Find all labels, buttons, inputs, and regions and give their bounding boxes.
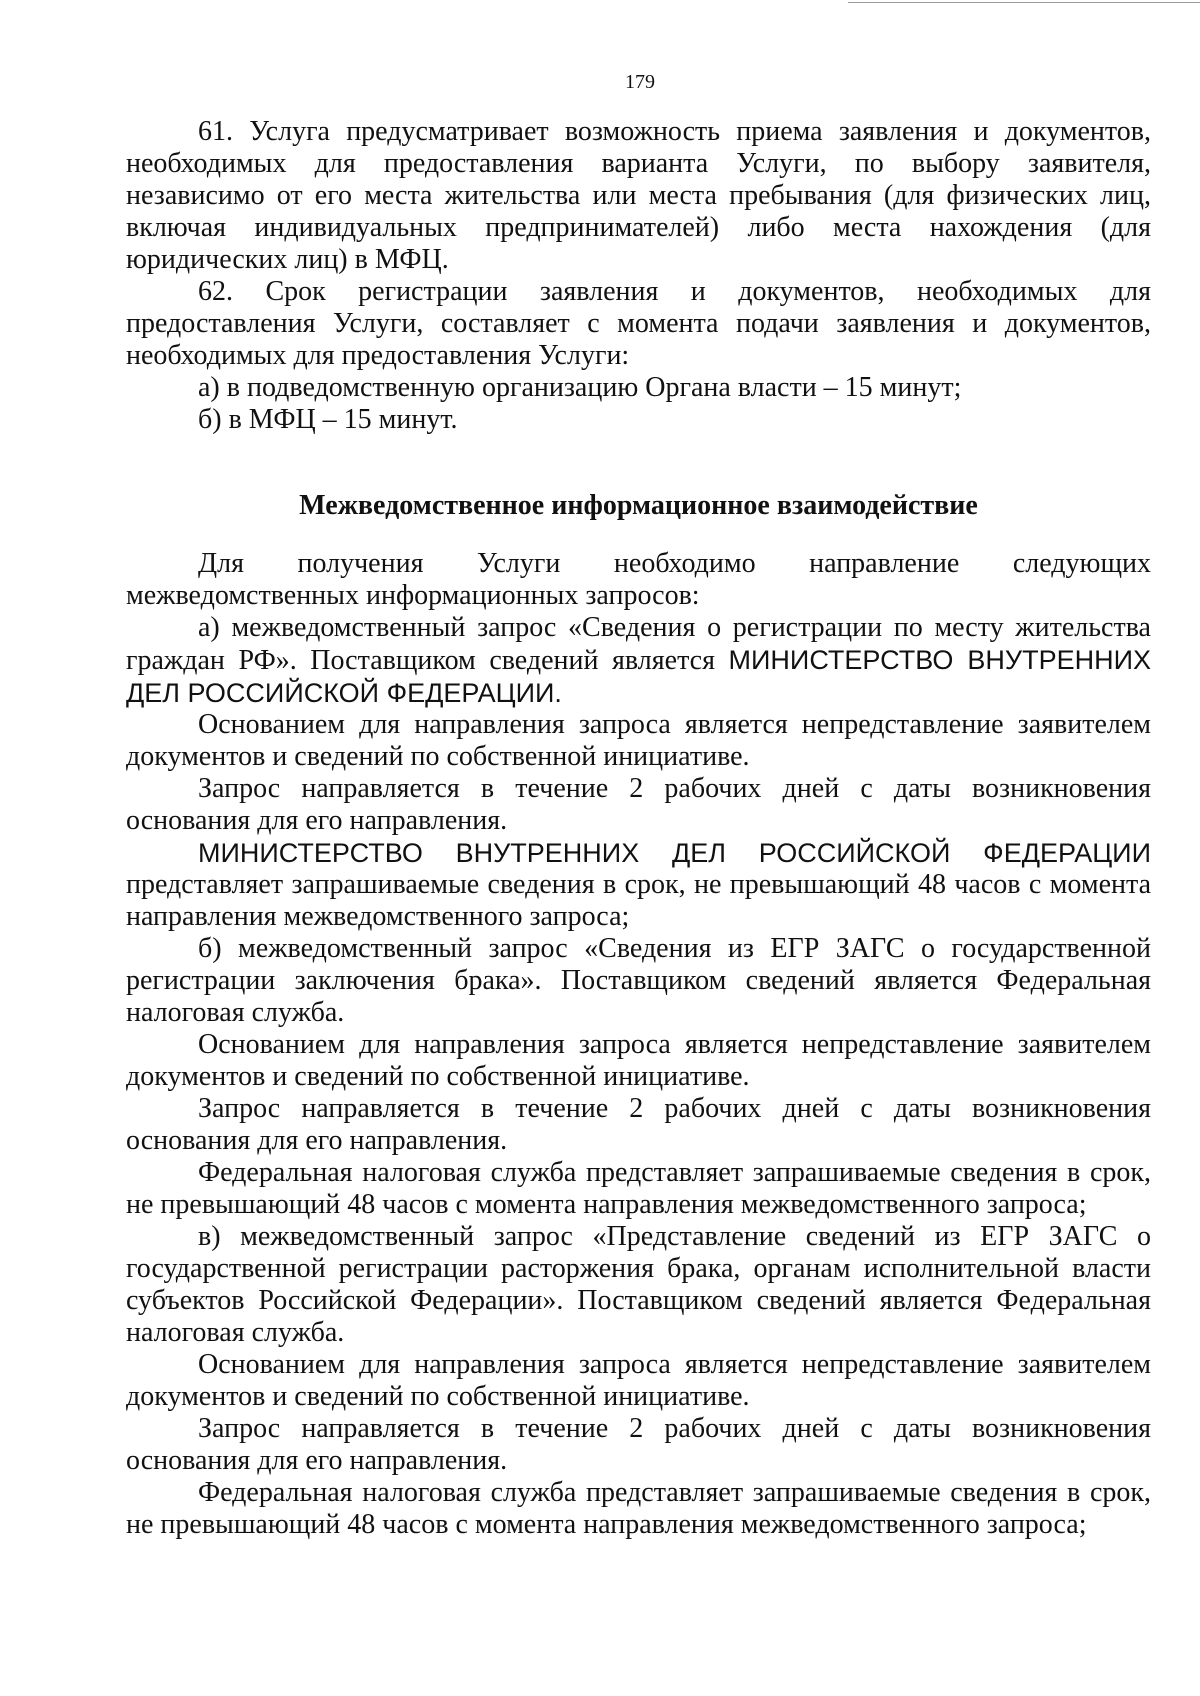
mvd-response-line-1: МИНИСТЕРСТВО ВНУТРЕННИХ ДЕЛ РОССИЙСКОЙ ФЕДЕРАЦИИ: [198, 838, 1151, 868]
fns-response-paragraph-1: [126, 1157, 1151, 1221]
section-heading: Межведомственное информационное взаимодействие: [299, 490, 978, 521]
p61-line-4: включая индивидуальных предпринимателей) либо места нахождения (для: [126, 212, 1151, 243]
timing-2-line-2: основания для его направления.: [126, 1125, 508, 1156]
item-b-registration: б) в МФЦ – 15 минут.: [198, 404, 458, 435]
top-border-line: [848, 2, 1200, 3]
request-b-paragraph: [126, 933, 1151, 1029]
p62-line-1: 62. Срок регистрации заявления и документов, необходимых для: [198, 276, 1151, 307]
request-a-paragraph: [126, 612, 1151, 709]
request-v-paragraph: [126, 1221, 1151, 1349]
basis-2-line-1: Основанием для направления запроса является непредставление заявителем: [198, 1029, 1151, 1060]
basis-3-line-2: документов и сведений по собственной инициативе.: [126, 1381, 750, 1412]
fns-response-2-line-1: Федеральная налоговая служба представляет запрашиваемые сведения в срок,: [198, 1477, 1151, 1508]
timing-2-line-1: Запрос направляется в течение 2 рабочих дней с даты возникновения: [198, 1093, 1151, 1124]
basis-3-line-1: Основанием для направления запроса является непредставление заявителем: [198, 1349, 1151, 1380]
req-v-line-2: государственной регистрации расторжения брака, органам исполнительной власти: [126, 1253, 1151, 1284]
item-a-registration: а) в подведомственную организацию Органа власти – 15 минут;: [198, 372, 962, 403]
paragraph-61: [126, 116, 1151, 276]
timing-3-line-1: Запрос направляется в течение 2 рабочих дней с даты возникновения: [198, 1413, 1151, 1444]
p61-line-2: необходимых для предоставления варианта Услуги, по выбору заявителя,: [126, 148, 1151, 179]
req-a-line-2: [126, 644, 1151, 677]
timing-paragraph-1: [126, 773, 1151, 837]
req-v-line-4: налоговая служба.: [126, 1317, 345, 1348]
mvd-response-line-3: направления межведомственного запроса;: [126, 901, 630, 932]
basis-2-line-2: документов и сведений по собственной инициативе.: [126, 1061, 750, 1092]
p61-line-3: независимо от его места жительства или места пребывания (для физических лиц,: [126, 180, 1151, 211]
mvd-response-line-2: представляет запрашиваемые сведения в срок, не превышающий 48 часов с момента: [126, 869, 1151, 900]
fns-response-2-line-2: не превышающий 48 часов с момента направления межведомственного запроса;: [126, 1509, 1087, 1540]
document-body: [126, 116, 1151, 1541]
p61-line-5: юридических лиц) в МФЦ.: [126, 244, 449, 275]
paragraph-62: [126, 276, 1151, 372]
basis-1-line-1: Основанием для направления запроса является непредставление заявителем: [198, 709, 1151, 740]
req-b-line-2: регистрации заключения брака». Поставщиком сведений является Федеральная: [126, 965, 1151, 996]
mvd-response-paragraph: [126, 837, 1151, 933]
basis-paragraph-1: [126, 709, 1151, 773]
fns-response-1-line-2: не превышающий 48 часов с момента направления межведомственного запроса;: [126, 1189, 1087, 1220]
intro-line-1: Для получения Услуги необходимо направление следующих: [198, 548, 1151, 579]
timing-paragraph-3: [126, 1413, 1151, 1477]
basis-1-line-2: документов и сведений по собственной инициативе.: [126, 741, 750, 772]
timing-1-line-1: Запрос направляется в течение 2 рабочих дней с даты возникновения: [198, 773, 1151, 804]
timing-paragraph-2: [126, 1093, 1151, 1157]
req-a-line-2-ministry: МИНИСТЕРСТВО ВНУТРЕННИХ: [728, 645, 1152, 675]
req-a-line-1: а) межведомственный запрос «Сведения о регистрации по месту жительства: [198, 612, 1151, 643]
fns-response-paragraph-2: [126, 1477, 1151, 1541]
basis-paragraph-2: [126, 1029, 1151, 1093]
req-a-line-2-text: граждан РФ». Поставщиком сведений является: [126, 645, 729, 676]
intro-line-2: межведомственных информационных запросов:: [126, 580, 700, 611]
req-a-line-3: ДЕЛ РОССИЙСКОЙ ФЕДЕРАЦИИ.: [126, 678, 562, 708]
intro-paragraph: [126, 548, 1151, 612]
basis-paragraph-3: [126, 1349, 1151, 1413]
req-b-line-3: налоговая служба.: [126, 997, 345, 1028]
req-v-line-1: в) межведомственный запрос «Представление сведений из ЕГР ЗАГС о: [198, 1221, 1151, 1252]
p62-line-2: предоставления Услуги, составляет с момента подачи заявления и документов,: [126, 308, 1151, 339]
timing-3-line-2: основания для его направления.: [126, 1445, 508, 1476]
fns-response-1-line-1: Федеральная налоговая служба представляет запрашиваемые сведения в срок,: [198, 1157, 1151, 1188]
p62-line-3: необходимых для предоставления Услуги:: [126, 340, 630, 371]
req-b-line-1: б) межведомственный запрос «Сведения из ЕГР ЗАГС о государственной: [198, 933, 1151, 964]
p61-line-1: 61. Услуга предусматривает возможность приема заявления и документов,: [198, 116, 1151, 147]
timing-1-line-2: основания для его направления.: [126, 805, 508, 836]
req-v-line-3: субъектов Российской Федерации». Поставщиком сведений является Федеральная: [126, 1285, 1151, 1316]
page-number: 179: [625, 71, 655, 93]
